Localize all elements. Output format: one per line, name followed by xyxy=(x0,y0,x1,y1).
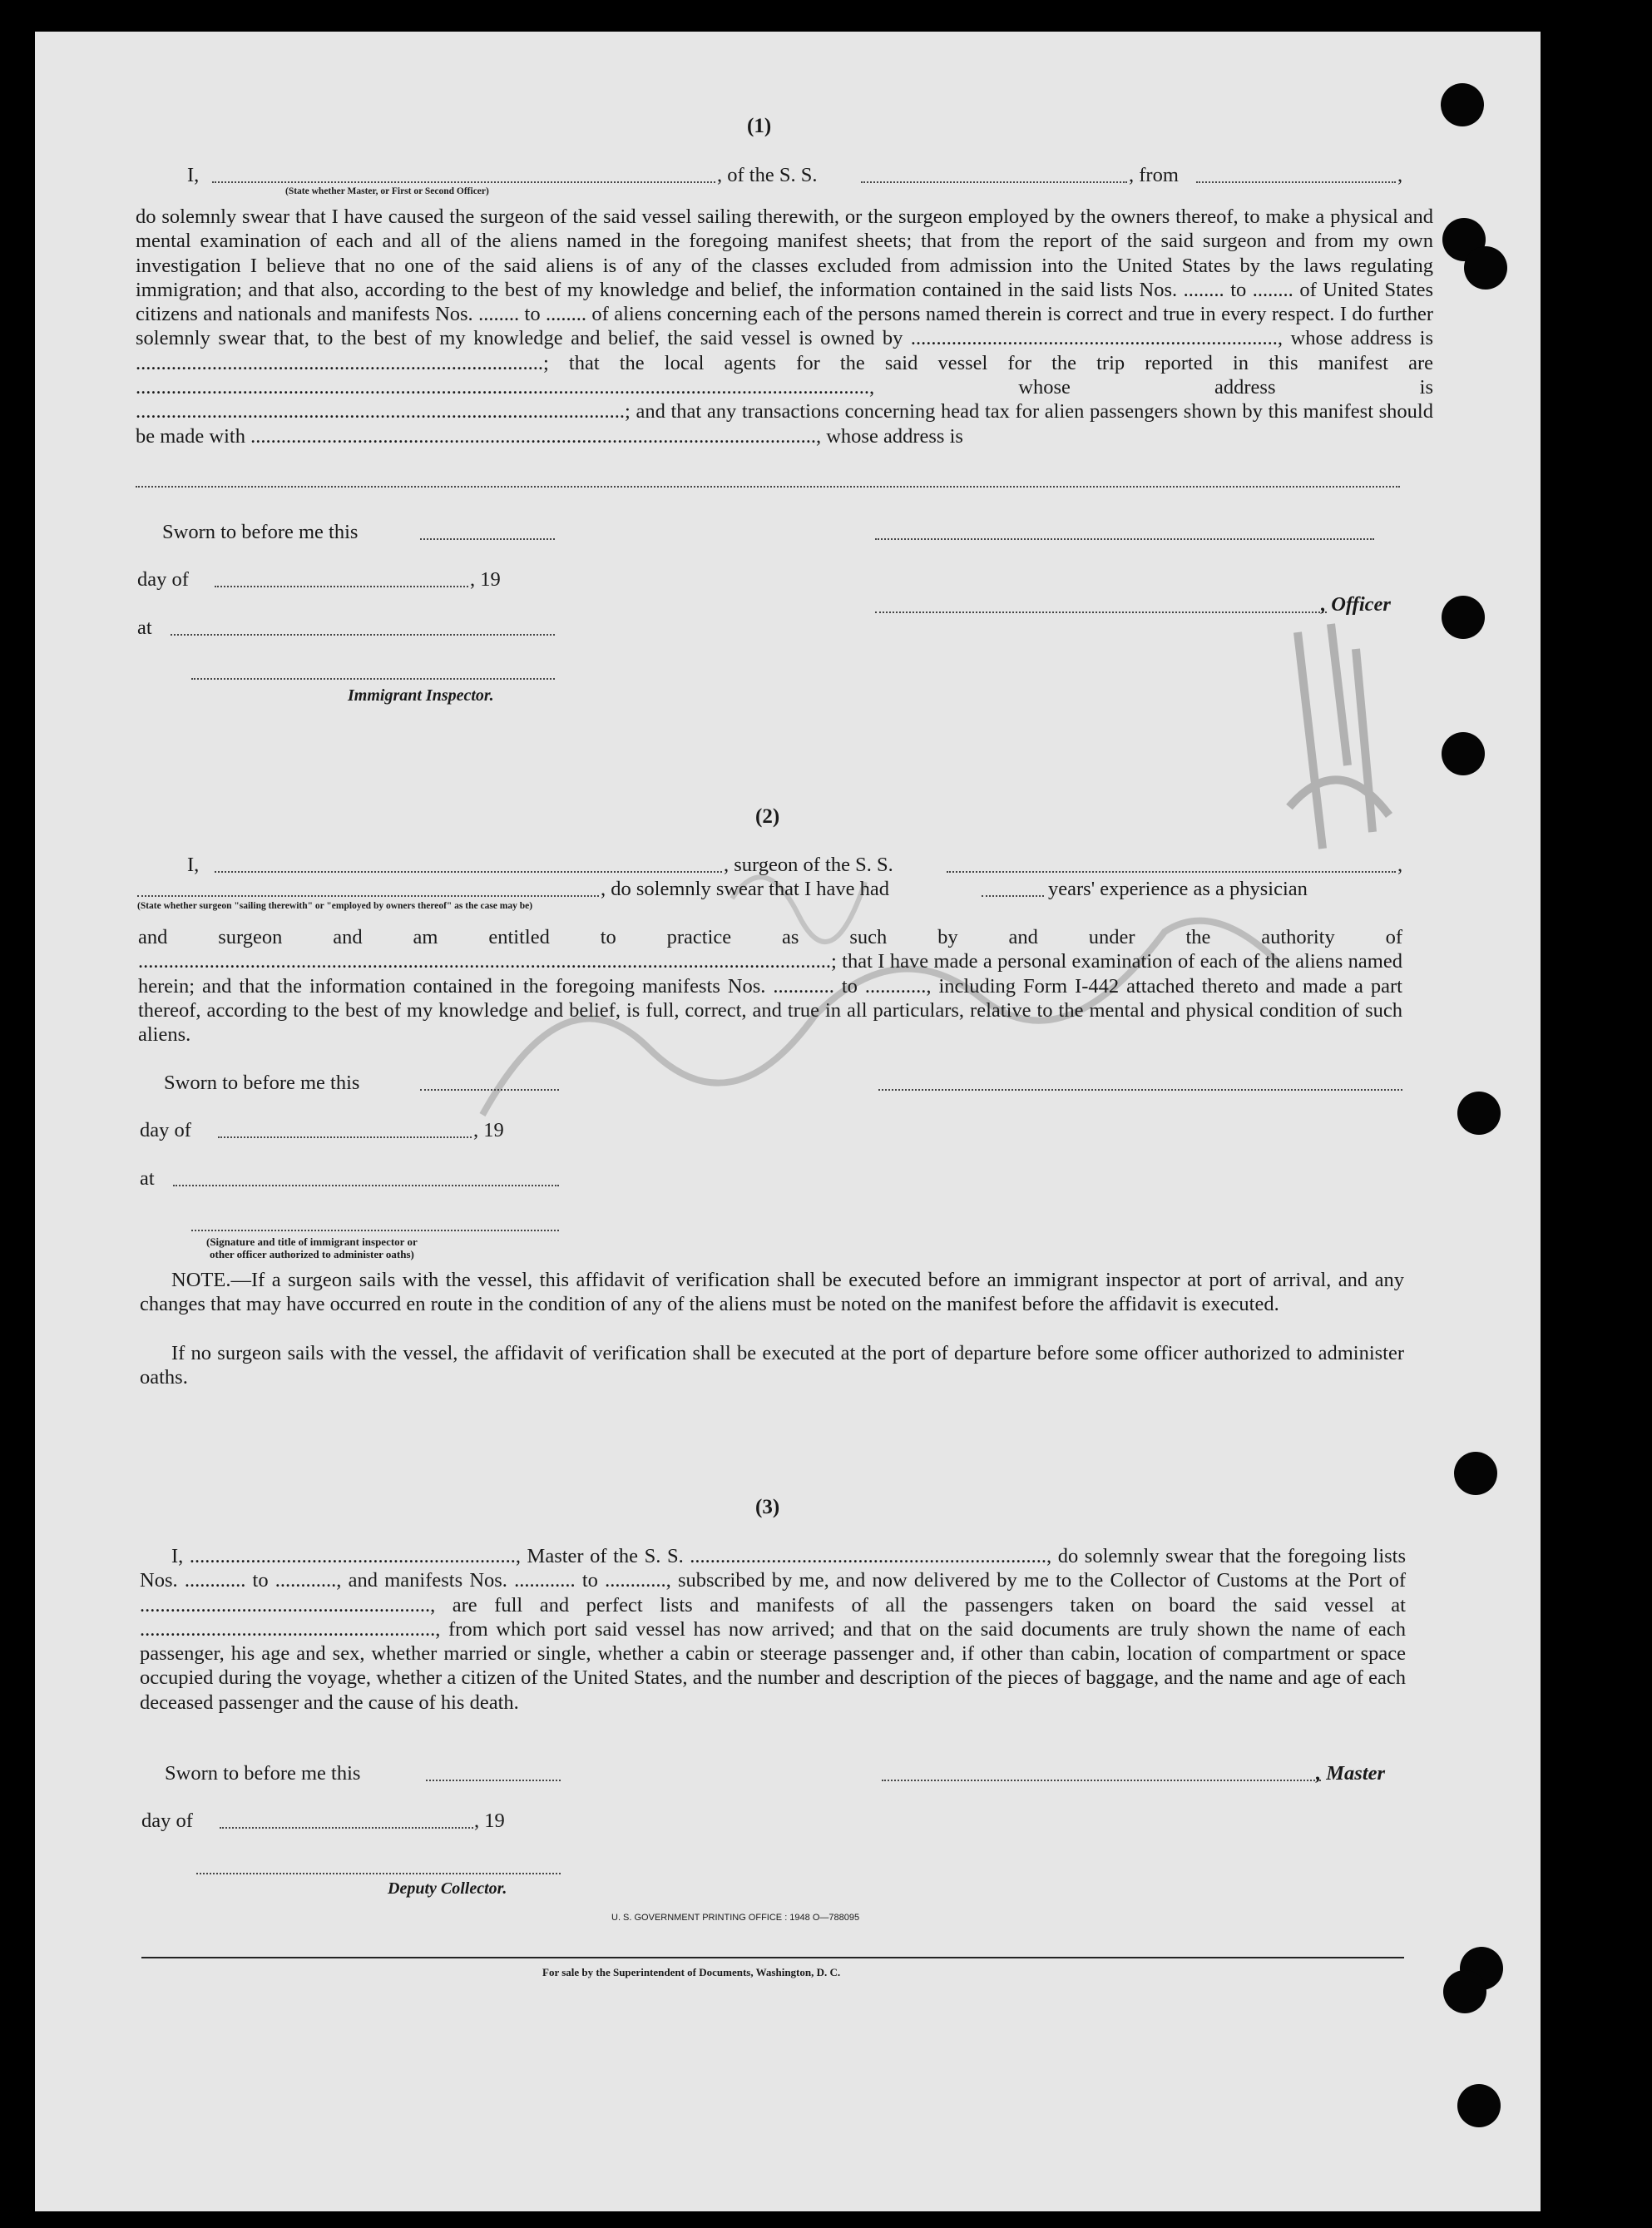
s1-i-label: I, xyxy=(187,164,200,186)
s3-master-label: , Master xyxy=(1316,1762,1386,1785)
binder-hole xyxy=(1464,246,1507,290)
s1-officer-note: (State whether Master, or First or Second Officer) xyxy=(285,186,489,196)
s1-name-field[interactable] xyxy=(212,181,715,183)
s2-surgeon-type-field[interactable] xyxy=(137,895,599,897)
s3-body: I, ................................................................, Master of the S. S. ......................................................................, do solemnly swear that the foregoing lists Nos. ............ to ............, and manifests Nos. ............ to ............, subscribed by me, and now delivered by me to the Collector of Customs at the Port of ........................................................., are full and perfect lists and manifests of all the passengers taken on board the said vessel at .........................................................., from which port said vessel has now arrived; and that on the said documents are truly shown the name of each passenger, his age and sex, whether married or single, whether a cabin or steerage passenger and, if other than cabin, location of compartment or space occupied during the voyage, whether a citizen of the United States, and the number and description of the pieces of baggage, and the name and age of each deceased passenger and the cause of his death. xyxy=(140,1545,1406,1714)
note-paragraph-2: If no surgeon sails with the vessel, the affidavit of verification shall be executed at the port of departure before some officer authorized to administer oaths. xyxy=(140,1342,1404,1389)
s2-signature-field[interactable] xyxy=(878,1089,1402,1091)
s1-comma: , xyxy=(1397,164,1403,186)
s2-years-label: years' experience as a physician xyxy=(1048,878,1308,900)
s2-comma: , xyxy=(1397,854,1403,876)
s1-from-label: , from xyxy=(1129,164,1179,186)
s2-i-label: I, xyxy=(187,854,200,876)
section-2-heading: (2) xyxy=(755,805,780,828)
s2-swear-label: , do solemnly swear that I have had xyxy=(601,878,889,900)
s1-address-field[interactable] xyxy=(136,486,1400,488)
s2-body: and surgeon and am entitled to practice as such by and under the authority of ........................................................................................................................................; that I have made a personal examination of each of the aliens named herein; and that the information contained in the foregoing manifests Nos. ............ to ............, including Form I-442 attached thereto and made a part thereof, according to the best of my knowledge and belief, is full, correct, and true in all particulars, relative to the mental and physical condition of such aliens. xyxy=(138,926,1402,1047)
s1-day-of-label: day of xyxy=(137,568,189,591)
s3-sworn-label: Sworn to before me this xyxy=(165,1762,361,1785)
binder-hole xyxy=(1454,1452,1497,1495)
s3-day-field[interactable] xyxy=(220,1827,473,1829)
s1-of-ss-label: , of the S. S. xyxy=(717,164,818,186)
s2-ship-field[interactable] xyxy=(947,871,1396,873)
binder-hole xyxy=(1457,1092,1501,1135)
section-3-heading: (3) xyxy=(755,1496,780,1518)
binder-hole xyxy=(1443,1970,1486,2013)
footer-rule xyxy=(141,1957,1404,1958)
binder-hole xyxy=(1442,732,1485,775)
s1-ship-field[interactable] xyxy=(861,181,1127,183)
s1-officer-sig-top[interactable] xyxy=(875,538,1374,540)
s3-collector-label: Deputy Collector. xyxy=(388,1879,507,1898)
s2-years-field[interactable] xyxy=(982,895,1044,897)
s2-sig-note-2: other officer authorized to administer oaths) xyxy=(210,1248,414,1260)
s2-at-field[interactable] xyxy=(173,1185,559,1186)
gpo-imprint: U. S. GOVERNMENT PRINTING OFFICE : 1948 O—788095 xyxy=(611,1913,860,1923)
s2-sig-note-1: (Signature and title of immigrant inspector or xyxy=(206,1235,418,1248)
s2-sworn-field[interactable] xyxy=(420,1089,559,1091)
s2-surgeon-label: , surgeon of the S. S. xyxy=(724,854,893,876)
s2-year-label: , 19 xyxy=(473,1119,504,1141)
s1-sworn-label: Sworn to before me this xyxy=(162,521,359,543)
s2-day-of-label: day of xyxy=(140,1119,191,1141)
s1-inspector-label: Immigrant Inspector. xyxy=(348,686,494,705)
binder-hole xyxy=(1457,2084,1501,2127)
s1-day-field[interactable] xyxy=(215,586,468,587)
s1-officer-label: , Officer xyxy=(1321,593,1391,616)
s1-body: do solemnly swear that I have caused the surgeon of the said vessel sailing therewith, or the surgeon employed by the owners thereof, to make a physical and mental examination of each and all of the aliens named in the foregoing manifest sheets; that from the report of the said surgeon and from my own investigation I believe that no one of the said aliens is of any of the classes excluded from admission into the United States by the laws regulating immigration; and that also, according to the best of my knowledge and belief, the information contained in the said lists Nos. ........ to ........ of United States citizens and nationals and manifests Nos. ........ to ........ of aliens concerning each of the persons named therein is correct and true in every respect. I do further solemnly swear that, to the best of my knowledge and belief, the said vessel is owned by ........................................................................, whose address is ................................................................................; that the local agents for the said vessel for the trip reported in this manifest are ................................................................................................................................................, whose address is ................................................................................................; and that any transactions concerning head tax for alien passengers shown by this manifest should be made with ..............................................................................................................., whose address is xyxy=(136,205,1433,448)
s3-sworn-field[interactable] xyxy=(426,1780,561,1781)
s2-at-label: at xyxy=(140,1167,155,1190)
s1-year-label: , 19 xyxy=(470,568,501,591)
section-1-heading: (1) xyxy=(747,115,772,137)
binder-hole xyxy=(1442,596,1485,639)
s1-at-field[interactable] xyxy=(171,634,555,636)
s1-from-field[interactable] xyxy=(1196,181,1396,183)
s3-year-label: , 19 xyxy=(474,1810,505,1832)
for-sale-imprint: For sale by the Superintendent of Documents, Washington, D. C. xyxy=(542,1966,841,1978)
s3-collector-sig-field[interactable] xyxy=(196,1873,561,1874)
s1-officer-sig-field[interactable] xyxy=(875,611,1327,613)
s1-sworn-field[interactable] xyxy=(420,538,555,540)
s1-inspector-sig-field[interactable] xyxy=(191,678,555,680)
note-paragraph-1: NOTE.—If a surgeon sails with the vessel, this affidavit of verification shall be executed before an immigrant inspector at port of arrival, and any changes that may have occurred en route in the condition of any of the aliens must be noted on the manifest before the affidavit is executed. xyxy=(140,1269,1404,1316)
binder-hole xyxy=(1441,83,1484,126)
s2-surgeon-note: (State whether surgeon "sailing therewith" or "employed by owners thereof" as the case may be) xyxy=(137,901,533,911)
s2-sworn-label: Sworn to before me this xyxy=(164,1072,360,1094)
s2-day-field[interactable] xyxy=(218,1136,472,1138)
s1-at-label: at xyxy=(137,616,152,639)
s3-day-of-label: day of xyxy=(141,1810,193,1832)
s2-name-field[interactable] xyxy=(215,871,722,873)
s3-master-sig-field[interactable] xyxy=(882,1780,1321,1781)
s2-inspector-sig-field[interactable] xyxy=(191,1230,559,1231)
